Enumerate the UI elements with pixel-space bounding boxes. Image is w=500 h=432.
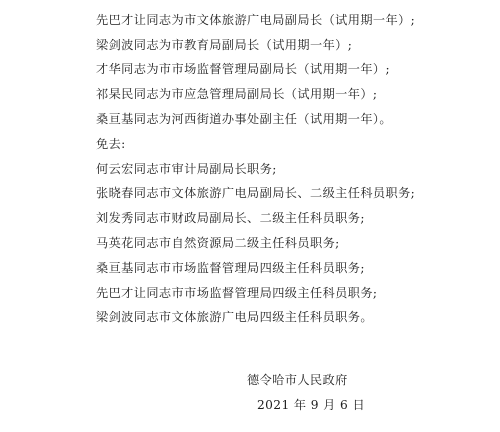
appointment-line: 梁剑波同志为市教育局副局长（试用期一年）; <box>96 38 353 52</box>
removal-line: 马英花同志市自然资源局二级主任科员职务; <box>96 236 340 250</box>
issue-date: 2021 年 9 月 6 日 <box>257 398 366 412</box>
removal-line: 先巴才让同志市市场监督管理局四级主任科员职务; <box>96 286 378 300</box>
appointment-line: 祁杲民同志为市应急管理局副局长（试用期一年）; <box>96 87 378 101</box>
removal-line: 张晓春同志市文体旅游广电局副局长、二级主任科员职务; <box>96 186 416 200</box>
removal-heading: 免去: <box>96 137 126 151</box>
appointment-line: 才华同志为市市场监督管理局副局长（试用期一年）; <box>96 62 391 76</box>
removal-line: 桑亘基同志市市场监督管理局四级主任科员职务; <box>96 261 365 275</box>
issuer-name: 德令哈市人民政府 <box>247 373 348 387</box>
removal-line: 梁剑波同志市文体旅游广电局四级主任科员职务。 <box>96 310 373 324</box>
removal-line: 何云宏同志市审计局副局长职务; <box>96 162 277 176</box>
appointment-line: 先巴才让同志为市文体旅游广电局副局长（试用期一年）; <box>96 13 416 27</box>
appointment-line: 桑亘基同志为河西街道办事处副主任（试用期一年）。 <box>96 112 392 126</box>
removal-line: 刘发秀同志市财政局副局长、二级主任科员职务; <box>96 211 365 225</box>
